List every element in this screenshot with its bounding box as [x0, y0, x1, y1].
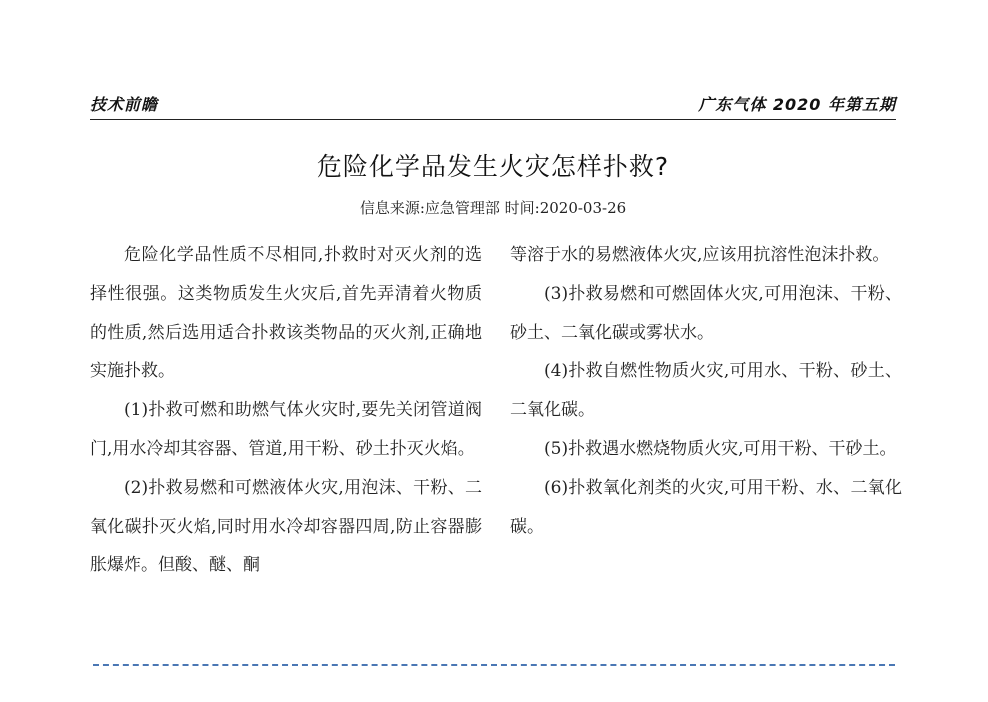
header-rule — [90, 119, 896, 120]
running-header — [90, 91, 896, 115]
paragraph: (5)扑救遇水燃烧物质火灾,可用干粉、干砂土。 — [544, 438, 897, 459]
paragraph: (1)扑救可燃和助燃气体火灾时,要先关闭管道阀门,用水冷却其容器、管道,用干粉、砂土扑灭火焰。 — [90, 400, 482, 459]
article-source-line: 信息来源:应急管理部 时间:2020-03-26 — [359, 199, 627, 217]
left-column — [90, 236, 482, 585]
article-title: 危险化学品发生火灾怎样扑救? — [316, 152, 670, 181]
paragraph: (6)扑救氧化剂类的火灾,可用干粉、水、二氧化碳。 — [510, 477, 902, 537]
header-section-label: 技术前瞻 — [90, 94, 159, 114]
paragraph: 危险化学品性质不尽相同,扑救时对灭火剂的选择性很强。这类物质发生火灾后,首先弄清着火物质的性质,然后选用适合扑救该类物品的灭火剂,正确地实施扑救。 — [90, 245, 482, 382]
paragraph: (2)扑救易燃和可燃液体火灾,用泡沫、干粉、二氧化碳扑灭火焰,同时用水冷却容器四周,防止容器膨胀爆炸。但酸、醚、酮 — [90, 477, 482, 576]
paragraph: (4)扑救自燃性物质火灾,可用水、干粉、砂土、二氧化碳。 — [510, 361, 902, 421]
paragraph: 等溶于水的易燃液体火灾,应该用抗溶性泡沫扑救。 — [510, 245, 890, 265]
footer-dashed-divider — [93, 664, 895, 666]
paragraph: (3)扑救易燃和可燃固体火灾,可用泡沫、干粉、砂土、二氧化碳或雾状水。 — [510, 283, 902, 343]
right-column — [510, 236, 902, 546]
header-issue-label: 广东气体 2020 年第五期 — [698, 94, 896, 114]
